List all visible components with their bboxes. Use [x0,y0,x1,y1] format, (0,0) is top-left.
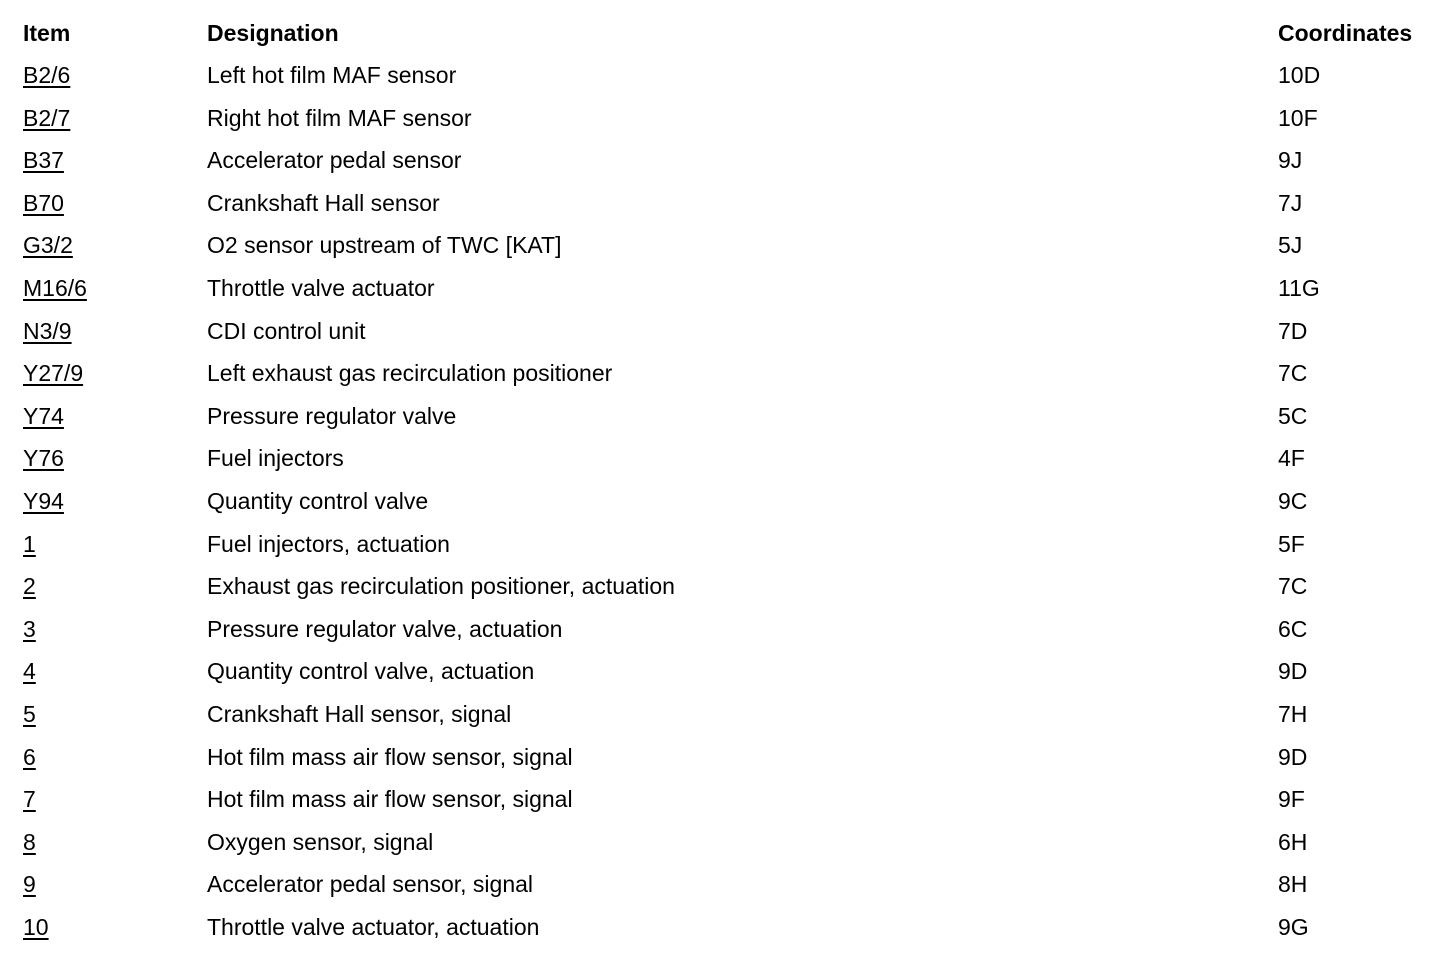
table-row [23,565,1443,608]
table-row [23,650,1443,693]
table-header [23,12,1443,54]
designation-cell: Fuel injectors [207,445,344,472]
designation-cell: Left hot film MAF sensor [207,62,457,88]
coordinates-cell: 9D [1278,658,1308,685]
coordinates-column-header: Coordinates [1278,20,1413,46]
designation-cell: Throttle valve actuator, actuation [207,913,540,940]
designation-cell: Accelerator pedal sensor, signal [207,871,534,898]
table-row [23,224,1443,267]
table-row [23,182,1443,225]
designation-cell: Quantity control valve [207,487,429,514]
designation-column-header: Designation [207,20,339,46]
designation-cell: Exhaust gas recirculation positioner, actuation [207,573,675,600]
item-link[interactable]: B37 [23,147,64,174]
designation-cell: Left exhaust gas recirculation positioner [207,360,613,387]
designation-cell: Fuel injectors, actuation [207,530,450,557]
item-link[interactable]: 2 [23,573,36,600]
coordinates-cell: 7D [1278,317,1308,344]
coordinates-cell: 7J [1278,189,1303,216]
item-link[interactable]: 10 [23,913,49,940]
designation-cell: Accelerator pedal sensor [207,147,462,174]
coordinates-cell: 5C [1278,402,1308,429]
component-legend-table [23,12,1443,948]
coordinates-cell: 9J [1278,147,1303,174]
table-body [23,54,1443,948]
table-row [23,352,1443,395]
item-link[interactable]: 3 [23,615,36,642]
item-link[interactable]: M16/6 [23,274,87,301]
table-row [23,310,1443,353]
item-link[interactable]: G3/2 [23,232,73,259]
designation-cell: Oxygen sensor, signal [207,828,434,855]
coordinates-cell: 10D [1278,62,1321,88]
item-link[interactable]: B2/7 [23,104,71,131]
table-row [23,906,1443,949]
table-row [23,437,1443,480]
designation-cell: Pressure regulator valve [207,402,457,429]
coordinates-cell: 10F [1278,104,1318,131]
item-link[interactable]: 1 [23,530,36,557]
table-row [23,523,1443,566]
coordinates-cell: 7C [1278,573,1308,600]
table-row [23,736,1443,779]
table-row [23,821,1443,864]
coordinates-cell: 8H [1278,871,1308,898]
table-row [23,139,1443,182]
item-link[interactable]: Y27/9 [23,360,84,387]
table-row [23,97,1443,140]
table-row [23,863,1443,906]
item-link[interactable]: 8 [23,828,36,855]
coordinates-cell: 9D [1278,743,1308,770]
item-link[interactable]: 6 [23,743,36,770]
designation-cell: CDI control unit [207,317,366,344]
item-link[interactable]: B2/6 [23,62,71,88]
coordinates-cell: 7H [1278,700,1308,727]
table-row [23,480,1443,523]
table-row [23,54,1443,97]
designation-cell: Hot film mass air flow sensor, signal [207,743,573,770]
item-link[interactable]: 4 [23,658,36,685]
item-link[interactable]: 7 [23,786,36,813]
designation-cell: Right hot film MAF sensor [207,104,472,131]
item-link[interactable]: 9 [23,871,36,898]
coordinates-cell: 6H [1278,828,1308,855]
designation-cell: Crankshaft Hall sensor, signal [207,700,512,727]
designation-cell: Throttle valve actuator [207,274,435,301]
item-link[interactable]: Y74 [23,402,64,429]
item-link[interactable]: 5 [23,700,36,727]
table-row [23,395,1443,438]
table-row [23,693,1443,736]
item-link[interactable]: N3/9 [23,317,72,344]
designation-cell: Quantity control valve, actuation [207,658,535,685]
item-link[interactable]: Y76 [23,445,64,472]
coordinates-cell: 9C [1278,487,1308,514]
item-link[interactable]: B70 [23,189,64,216]
coordinates-cell: 9G [1278,913,1309,940]
coordinates-cell: 5F [1278,530,1305,557]
coordinates-cell: 11G [1278,274,1320,301]
designation-cell: Pressure regulator valve, actuation [207,615,563,642]
coordinates-cell: 7C [1278,360,1308,387]
table-row [23,778,1443,821]
item-link[interactable]: Y94 [23,487,64,514]
coordinates-cell: 6C [1278,615,1308,642]
item-column-header: Item [23,20,71,46]
designation-cell: Crankshaft Hall sensor [207,189,440,216]
table-row [23,267,1443,310]
designation-cell: O2 sensor upstream of TWC [KAT] [207,232,562,259]
designation-cell: Hot film mass air flow sensor, signal [207,786,573,813]
coordinates-cell: 9F [1278,786,1305,813]
table-row [23,608,1443,651]
coordinates-cell: 5J [1278,232,1303,259]
coordinates-cell: 4F [1278,445,1305,472]
